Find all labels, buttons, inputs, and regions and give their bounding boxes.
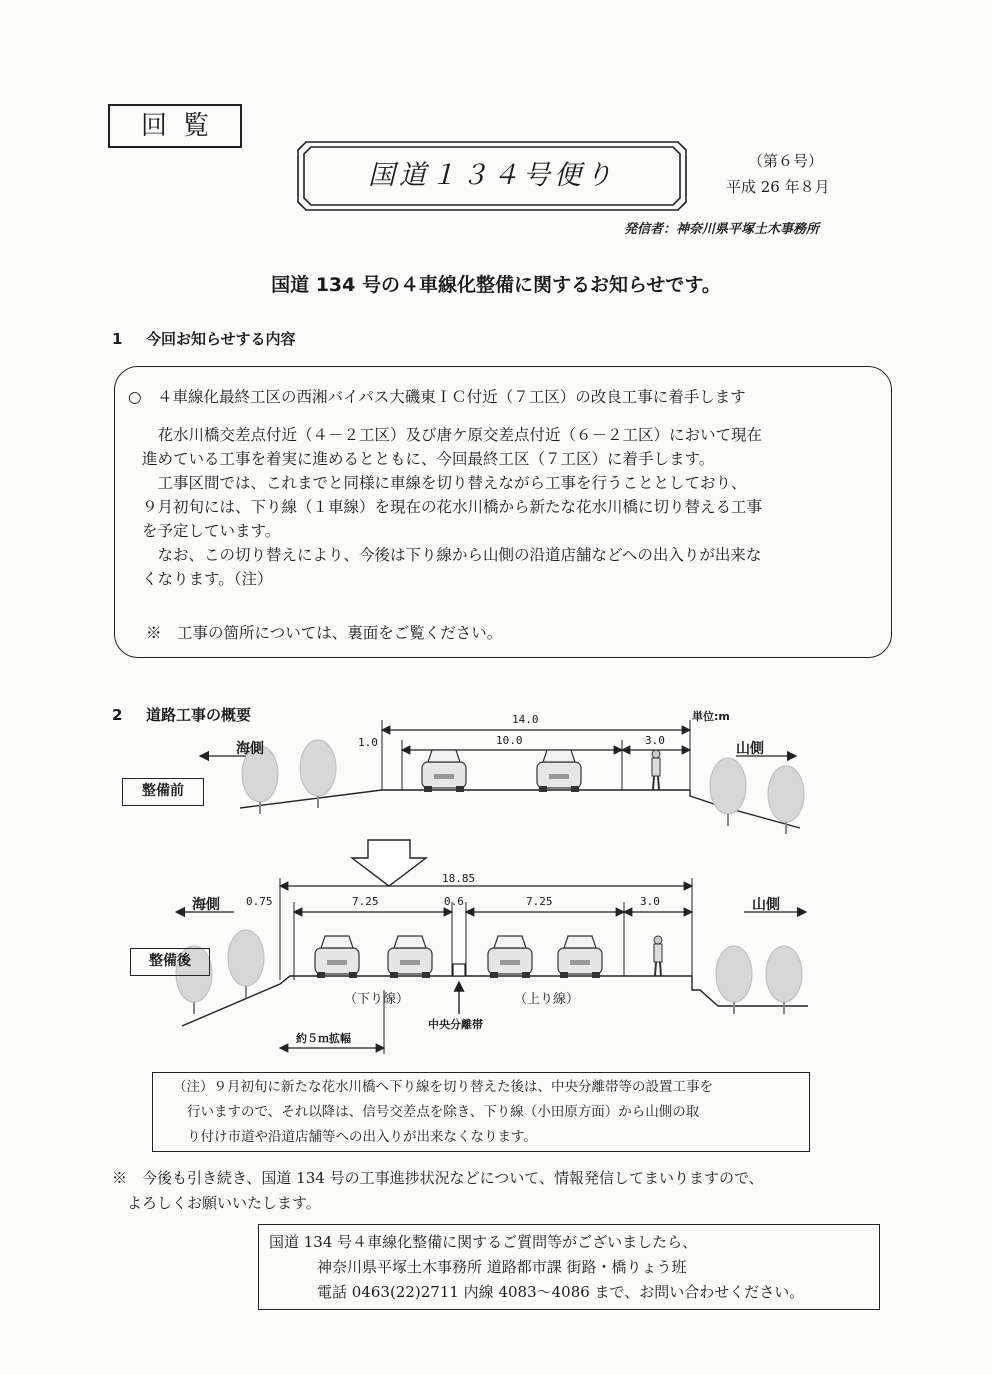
after-dim-median: 0.6	[444, 895, 464, 908]
transition-arrow-icon	[352, 840, 426, 886]
section1-heading	[112, 328, 296, 349]
contact-phone: 電話 0463(22)2711 内線 4083～4086 まで、お問い合わせください。	[317, 1283, 805, 1301]
note-line: （注）９月初旬に新たな花水川橋へ下り線を切り替えた後は、中央分離帯等の設置工事を	[173, 1079, 713, 1095]
after-mountain-label: 山側	[752, 897, 780, 913]
tree-icon	[300, 740, 336, 808]
after-label: 整備後	[130, 948, 210, 976]
pedestrian-icon	[654, 936, 662, 976]
car-icon	[488, 936, 532, 978]
section1-line: なお、この切り替えにより、今後は下り線から山側の沿道店舗などへの出入りが出来な	[142, 546, 762, 564]
car-icon	[558, 936, 602, 978]
issue-number: （第６号）	[748, 152, 824, 170]
section2-title: 道路工事の概要	[146, 706, 252, 724]
issue-date: 平成 26 年８月	[726, 178, 830, 196]
before-total-width: 14.0	[512, 713, 539, 726]
unit-label: 単位:m	[692, 710, 730, 723]
before-dim-carriageway: 10.0	[496, 734, 523, 747]
headline: 国道 134 号の４車線化整備に関するお知らせです。	[271, 274, 721, 296]
down-line-label: （下り線）	[344, 992, 410, 1007]
before-dim-sea-shoulder: 1.0	[358, 736, 378, 749]
section1-line: ９月初旬には、下り線（１車線）を現在の花水川橋から新たな花水川橋に切り替える工事	[142, 498, 763, 516]
median-label: 中央分離帯	[428, 1018, 483, 1031]
section1-title: 今回お知らせする内容	[146, 330, 296, 348]
car-icon	[388, 936, 432, 978]
after-ground	[182, 976, 808, 1026]
closing-line: よろしくお願いいたします。	[112, 1194, 321, 1212]
up-line-label: （上り線）	[514, 992, 580, 1007]
section1-number: 1	[112, 330, 123, 348]
circulation-stamp: 回覧	[108, 104, 242, 148]
widening-label: 約５ｍ拡幅	[296, 1032, 351, 1045]
note-box	[152, 1072, 810, 1152]
section2-number: 2	[112, 706, 123, 724]
newsletter-title: 国道１３４号便り	[368, 160, 616, 191]
after-dim-sidewalk: 3.0	[640, 895, 660, 908]
section1-remark: ※ 工事の箇所については、裏面をご覧ください。	[146, 624, 503, 642]
closing-line: ※ 今後も引き続き、国道 134 号の工事進捗状況などについて、情報発信してまいりますので、	[112, 1169, 764, 1187]
car-icon	[537, 750, 581, 792]
section1-line: を予定しています。	[142, 522, 281, 540]
after-total-width: 18.85	[442, 872, 476, 885]
section1-line: くなります。（注）	[142, 570, 273, 588]
before-dim-sidewalk: 3.0	[645, 734, 665, 747]
tree-icon	[716, 946, 752, 1014]
tree-icon	[710, 758, 746, 826]
after-dim-up-lanes: 7.25	[526, 895, 553, 908]
tree-icon	[768, 766, 804, 834]
section1-line: 工事区間では、これまでと同様に車線を切り替えながら工事を行うこととしており、	[142, 474, 747, 492]
closing-text	[112, 1166, 764, 1216]
before-label: 整備前	[122, 778, 204, 806]
before-sea-label: 海側	[236, 741, 264, 757]
section1-line: 花水川橋交差点付近（４－２工区）及び唐ケ原交差点付近（６－２工区）において現在	[142, 426, 763, 444]
note-line: 行いますので、それ以降は、信号交差点を除き、下り線（小田原方面）から山側の取	[187, 1104, 700, 1120]
after-dim-down-lanes: 7.25	[352, 895, 379, 908]
after-dim-sea-shoulder: 0.75	[246, 895, 273, 908]
contact-box	[258, 1224, 880, 1310]
sender: 発信者：神奈川県平塚土木事務所	[624, 222, 820, 237]
section1-line: 進めている工事を着実に進めるとともに、今回最終工区（７工区）に着手します。	[142, 450, 715, 468]
contact-line: 国道 134 号４車線化整備に関するご質問等がございましたら、	[269, 1233, 698, 1251]
pedestrian-icon	[652, 750, 660, 790]
contact-office: 神奈川県平塚土木事務所 道路都市課 街路・橋りょう班	[317, 1258, 687, 1276]
tree-icon	[766, 946, 802, 1014]
road-cross-section-diagram	[0, 690, 992, 1070]
note-line: り付け市道や沿道店舗等への出入りが出来なくなります。	[187, 1129, 537, 1145]
median-block	[453, 964, 465, 976]
before-mountain-label: 山側	[736, 741, 764, 757]
car-icon	[315, 936, 359, 978]
tree-icon	[228, 930, 264, 998]
section1-lead: ○ ４車線化最終工区の西湘バイパス大磯東ＩＣ付近（７工区）の改良工事に着手します	[128, 388, 746, 406]
car-icon	[422, 750, 466, 792]
after-sea-label: 海側	[192, 897, 220, 913]
